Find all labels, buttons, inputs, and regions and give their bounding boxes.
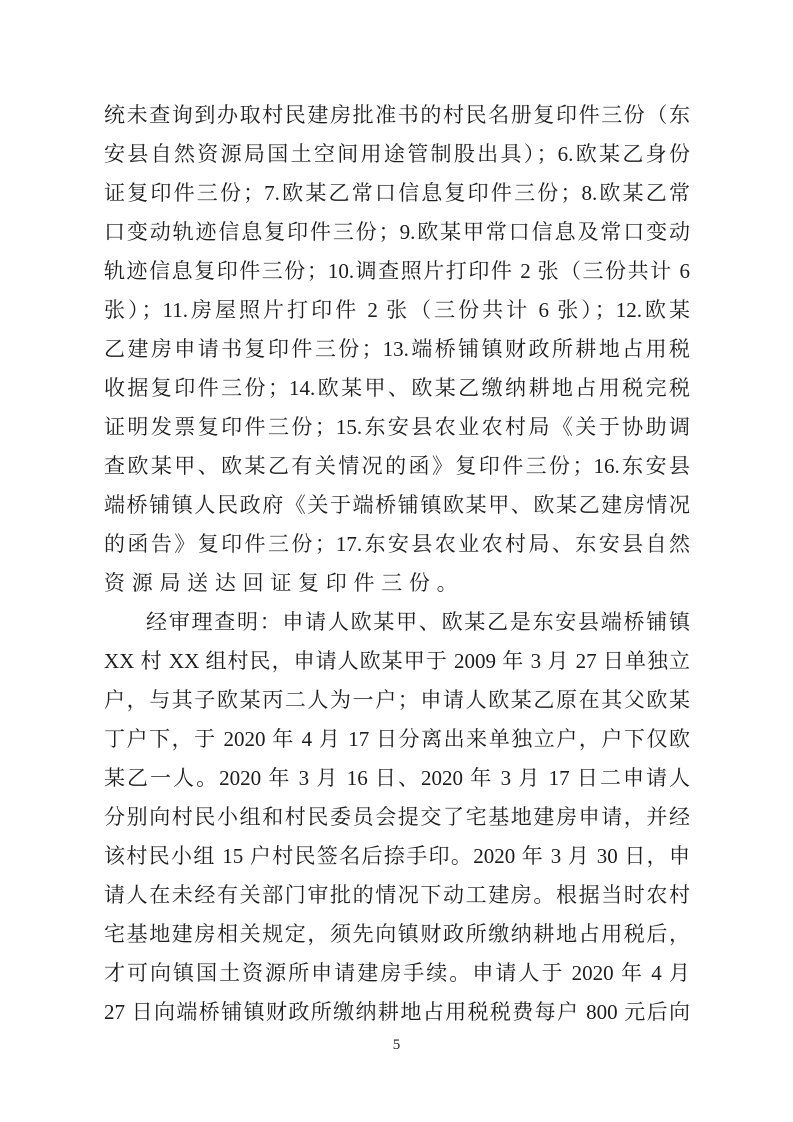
text-line: 轨迹信息复印件三份；10.调查照片打印件 2 张（三份共计 6 [104, 259, 690, 283]
text-line: 经审理查明：申请人欧某甲、欧某乙是东安县端桥铺镇 [146, 610, 690, 634]
paragraph-findings [104, 603, 690, 1032]
text-line: 端桥铺镇人民政府《关于端桥铺镇欧某甲、欧某乙建房情况 [104, 493, 690, 517]
page-number: 5 [392, 1037, 401, 1053]
text-line: 户，与其子欧某丙二人为一户；申请人欧某乙原在其父欧某 [104, 688, 690, 712]
text-line: 口变动轨迹信息复印件三份；9.欧某甲常口信息及常口变动 [104, 220, 690, 244]
text-line: 丁户下，于 2020 年 4 月 17 日分离出来单独立户，户下仅欧 [104, 727, 690, 751]
text-line: 证明发票复印件三份；15.东安县农业农村局《关于协助调 [104, 415, 690, 439]
paragraph-evidence-list [104, 96, 690, 603]
text-line: 宅基地建房相关规定，须先向镇财政所缴纳耕地占用税后， [104, 922, 690, 946]
text-line: 分别向村民小组和村民委员会提交了宅基地建房申请，并经 [104, 805, 690, 829]
document-body [104, 96, 690, 1032]
text-line: 请人在未经有关部门审批的情况下动工建房。根据当时农村 [104, 883, 690, 907]
text-line: 资源局送达回证复印件三份。 [104, 571, 465, 595]
text-line: 某乙一人。2020 年 3 月 16 日、2020 年 3 月 17 日二申请人 [104, 766, 690, 790]
text-line: 该村民小组 15 户村民签名后捺手印。2020 年 3 月 30 日，申 [104, 844, 690, 868]
text-line: XX 村 XX 组村民，申请人欧某甲于 2009 年 3 月 27 日单独立 [104, 649, 690, 673]
text-line: 的函告》复印件三份；17.东安县农业农村局、东安县自然 [104, 532, 690, 556]
text-line: 证复印件三份；7.欧某乙常口信息复印件三份；8.欧某乙常 [104, 181, 690, 205]
text-line: 查欧某甲、欧某乙有关情况的函》复印件三份；16.东安县 [104, 454, 690, 478]
text-line: 统未查询到办取村民建房批准书的村民名册复印件三份（东 [104, 103, 690, 127]
text-line: 张）；11.房屋照片打印件 2 张（三份共计 6 张）；12.欧某 [104, 298, 690, 322]
text-line: 安县自然资源局国土空间用途管制股出具）；6.欧某乙身份 [104, 142, 690, 166]
text-line: 27 日向端桥铺镇财政所缴纳耕地占用税税费每户 800 元后向 [104, 1000, 690, 1024]
text-line: 才可向镇国土资源所申请建房手续。申请人于 2020 年 4 月 [104, 961, 690, 985]
text-line: 收据复印件三份；14.欧某甲、欧某乙缴纳耕地占用税完税 [104, 376, 690, 400]
text-line: 乙建房申请书复印件三份；13.端桥铺镇财政所耕地占用税 [104, 337, 690, 361]
